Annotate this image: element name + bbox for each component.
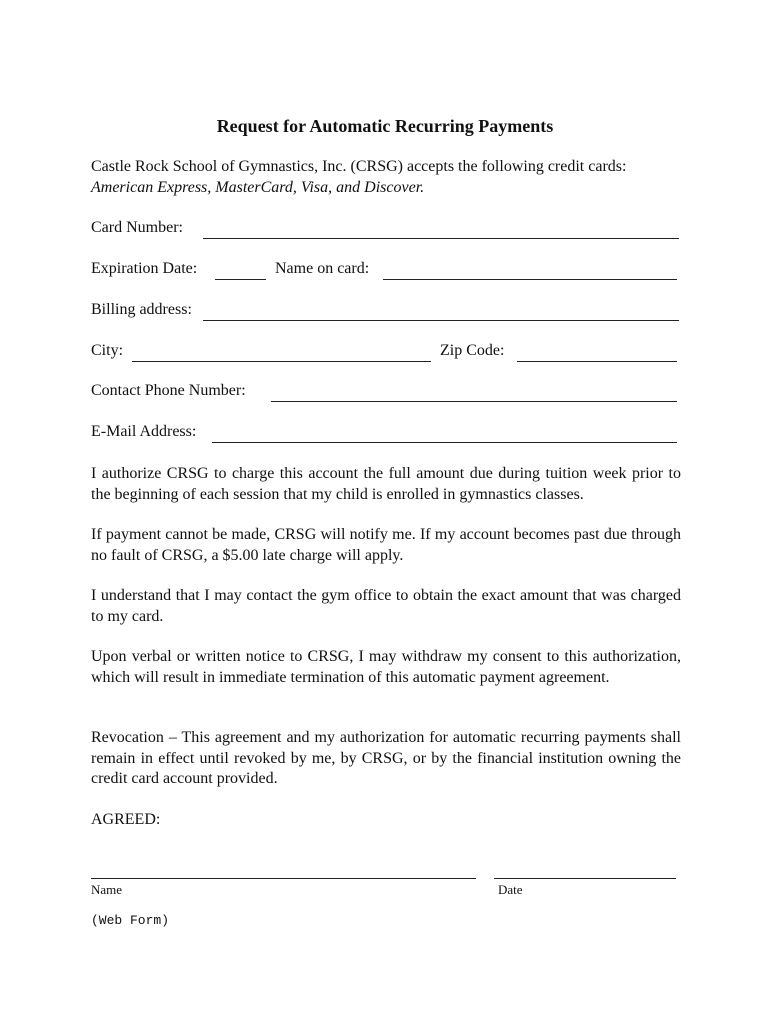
contact-phone-row: [91, 382, 681, 406]
agreed-label: AGREED:: [91, 811, 161, 828]
contact-phone-label: Contact Phone Number:: [91, 382, 246, 399]
understand-paragraph: I understand that I may contact the gym office to obtain the exact amount that was charged to my card.: [91, 587, 681, 625]
billing-address-field[interactable]: [203, 320, 679, 321]
billing-address-label: Billing address:: [91, 301, 192, 318]
page-title: Request for Automatic Recurring Payments: [216, 116, 554, 136]
date-signature-label: Date: [498, 882, 523, 897]
billing-address-row: [91, 301, 681, 325]
zip-code-label: Zip Code:: [440, 342, 505, 359]
zip-code-field[interactable]: [517, 361, 677, 362]
email-label: E-Mail Address:: [91, 423, 197, 440]
card-number-label: Card Number:: [91, 219, 183, 236]
email-field[interactable]: [212, 442, 677, 443]
name-on-card-label: Name on card:: [275, 260, 370, 277]
accepted-cards: American Express, MasterCard, Visa, and Discover.: [91, 178, 425, 196]
expiration-date-field[interactable]: [215, 279, 266, 280]
intro-paragraph: [91, 157, 681, 198]
card-number-row: [91, 219, 681, 243]
city-zip-row: [91, 342, 681, 366]
web-form-note: (Web Form): [91, 913, 170, 928]
name-signature-label: Name: [91, 882, 123, 897]
withdraw-paragraph: Upon verbal or written notice to CRSG, I may withdraw my consent to this authorization, which will result in immediate termination of this automatic payment agreement.: [91, 648, 681, 686]
authorize-paragraph: I authorize CRSG to charge this account the full amount due during tuition week prior to the beginning of each session that my child is enrolled in gymnastics classes.: [91, 465, 681, 503]
city-label: City:: [91, 342, 124, 359]
contact-phone-field[interactable]: [271, 401, 677, 402]
name-on-card-field[interactable]: [383, 279, 677, 280]
revocation-paragraph: Revocation – This agreement and my authorization for automatic recurring payments shall remain in effect until revoked by me, by CRSG, or by the financial institution owning the credit card account provided.: [91, 729, 681, 787]
expiration-row: [91, 260, 681, 284]
city-field[interactable]: [132, 361, 431, 362]
name-signature-line[interactable]: [91, 878, 476, 879]
late-charge-paragraph: If payment cannot be made, CRSG will notify me. If my account becomes past due through no fault of CRSG, a $5.00 late charge will apply.: [91, 526, 681, 564]
date-signature-line[interactable]: [494, 878, 676, 879]
email-row: [91, 423, 681, 447]
expiration-date-label: Expiration Date:: [91, 260, 198, 277]
intro-text: Castle Rock School of Gymnastics, Inc. (CRSG) accepts the following credit cards:: [91, 158, 627, 175]
card-number-field[interactable]: [203, 238, 679, 239]
